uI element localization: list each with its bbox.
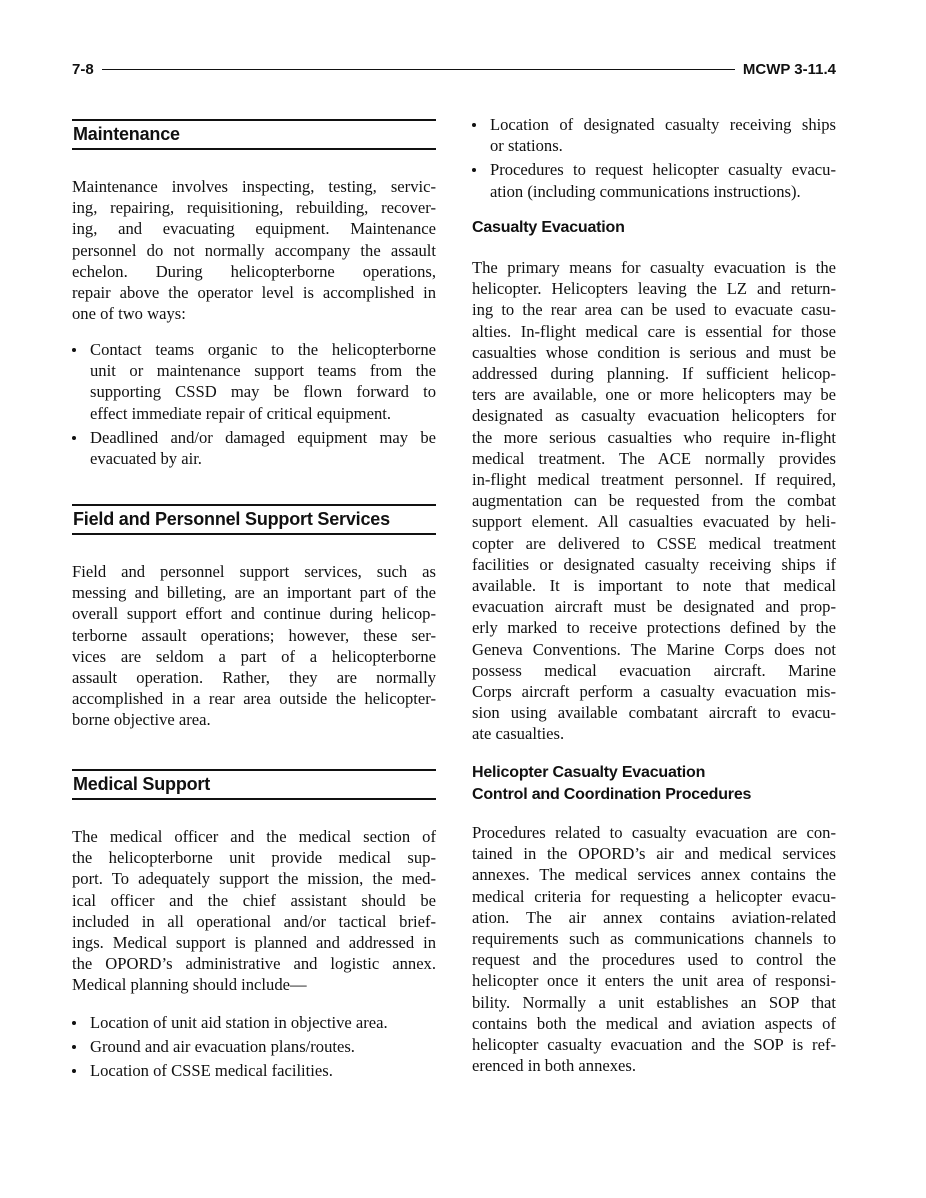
text-line: possess medical evacuation aircraft. Marine (472, 660, 836, 680)
text-line: tained in the OPORD’s air and medical services (472, 844, 836, 864)
text-line: copter are delivered to CSSE medical treatment (472, 533, 836, 553)
text-line: helicopter casualty evacuation and the SOP is ref- (472, 1035, 836, 1055)
text-line: ation (including communications instructions). (490, 181, 801, 201)
list-item (72, 427, 436, 469)
text-line: helicopter once it enters the unit area of responsi- (472, 971, 836, 991)
text-line: messing and billeting, are an important part of the (72, 583, 436, 603)
text-line: Procedures related to casualty evacuation are con- (472, 823, 836, 842)
text-line: port. To adequately support the mission, the med- (72, 869, 436, 889)
text-line: repair above the operator level is accomplished in (72, 283, 436, 303)
section-heading-medical-support: Medical Support (72, 769, 436, 800)
text-line: Maintenance involves inspecting, testing, servic- (72, 177, 436, 196)
text-line: available. It is important to note that medical (472, 576, 836, 596)
text-line: ate casualties. (472, 724, 565, 744)
text-line: bility. Normally a unit establishes an SOP that (472, 992, 836, 1012)
bullet-icon (72, 436, 76, 440)
text-line: medical treatment. The ACE normally provides (472, 448, 836, 468)
text-line: ings. Medical support is planned and addressed in (72, 933, 436, 953)
text-line: accomplished in a rear area outside the helicopter- (72, 689, 436, 709)
page-number: 7-8 (72, 60, 94, 78)
text-line: facilities or designated casualty receiving ships if (472, 554, 836, 574)
text-line: The primary means for casualty evacuation is the (472, 258, 836, 277)
field-services-paragraph (72, 561, 436, 731)
text-line: request and the procedures used to control the (472, 950, 836, 970)
text-line: medical criteria for requesting a helicopter evacu- (472, 886, 836, 906)
casualty-evacuation-paragraph (472, 257, 836, 745)
text-line: overall support effort and continue during helicop- (72, 604, 436, 624)
text-line: sion using available combatant aircraft to evacu- (472, 703, 836, 723)
text-line: unit or maintenance support teams from the (90, 361, 436, 381)
medical-support-paragraph (72, 826, 436, 996)
text-line: the helicopterborne unit provide medical sup- (72, 848, 436, 868)
text-line: augmentation can be requested from the combat (472, 491, 836, 511)
subheading-casualty-evacuation: Casualty Evacuation (472, 219, 625, 236)
text-line: in-flight medical treatment personnel. If required, (472, 470, 836, 490)
text-line: casualties whose condition is serious and must be (472, 342, 836, 362)
text-line: ical officer and the chief assistant should be (72, 890, 436, 910)
text-line: supporting CSSD may be flown forward to (90, 382, 436, 402)
text-line: evacuation aircraft must be designated and prop- (472, 597, 836, 617)
text-line: Corps aircraft perform a casualty evacuation mis- (472, 682, 836, 702)
text-line: helicopter. Helicopters leaving the LZ and return- (472, 279, 836, 299)
bullet-icon (72, 1045, 76, 1049)
list-item (472, 159, 836, 201)
text-line: erly marked to receive protections defined by the (472, 618, 836, 638)
text-line: evacuated by air. (90, 449, 202, 469)
text-line: Geneva Conventions. The Marine Corps does not (472, 639, 836, 659)
bullet-icon (72, 1021, 76, 1025)
list-item (72, 1060, 436, 1081)
section-heading-maintenance: Maintenance (72, 119, 436, 150)
section-heading-field-services: Field and Personnel Support Services (72, 504, 436, 535)
list-item (72, 1012, 436, 1033)
bullet-icon (72, 348, 76, 352)
page-header (72, 58, 836, 80)
text-line: vices are seldom a part of a helicopterborne (72, 646, 436, 666)
medical-bullet-list-continued (472, 114, 836, 205)
text-line: support element. All casualties evacuated by heli- (472, 512, 836, 532)
text-line: contains both the medical and aviation aspects of (472, 1013, 836, 1033)
text-line: Procedures to request helicopter casualty evacu- (490, 160, 836, 180)
text-line: ation. The air annex contains aviation-related (472, 907, 836, 927)
text-line: the more serious casualties who require in-flight (472, 427, 836, 447)
text-line: alties. In-flight medical care is essential for those (472, 321, 836, 341)
maintenance-paragraph (72, 176, 436, 324)
header-rule (102, 69, 735, 70)
text-line: effect immediate repair of critical equipment. (90, 403, 392, 423)
text-line: the OPORD’s administrative and logistic annex. (72, 954, 436, 974)
subheading-line: Control and Coordination Procedures (472, 786, 752, 803)
text-line: Ground and air evacuation plans/routes. (90, 1037, 355, 1057)
text-line: The medical officer and the medical section of (72, 827, 436, 846)
subheading-control-procedures (472, 762, 836, 806)
bullet-icon (72, 1069, 76, 1073)
text-line: Location of designated casualty receiving ships (490, 115, 836, 134)
text-line: ing to the rear area can be used to evacuate casu- (472, 300, 836, 320)
text-line: ters are available, one or more helicopters may be (472, 385, 836, 405)
list-item (72, 339, 436, 424)
text-line: ing, and evacuating equipment. Maintenance (72, 219, 436, 239)
list-item (72, 1036, 436, 1057)
text-line: borne objective area. (72, 710, 211, 730)
list-item (472, 114, 836, 156)
bullet-icon (472, 168, 476, 172)
text-line: one of two ways: (72, 304, 186, 324)
text-line: Location of unit aid station in objective area. (90, 1013, 388, 1032)
control-procedures-paragraph (472, 822, 836, 1076)
text-line: addressed during planning. If sufficient helicop- (472, 364, 836, 384)
text-line: Field and personnel support services, such as (72, 562, 436, 581)
maintenance-bullet-list (72, 339, 436, 472)
bullet-icon (472, 123, 476, 127)
text-line: echelon. During helicopterborne operations, (72, 261, 436, 281)
text-line: terborne assault operations; however, these ser- (72, 625, 436, 645)
text-line: ing, repairing, requisitioning, rebuilding, recover- (72, 198, 436, 218)
text-line: annexes. The medical services annex contains the (472, 865, 836, 885)
text-line: Contact teams organic to the helicopterborne (90, 340, 436, 359)
text-line: designated as casualty evacuation helicopters for (472, 406, 836, 426)
text-line: assault operation. Rather, they are normally (72, 668, 436, 688)
text-line: included in all operational and/or tactical brief- (72, 911, 436, 931)
text-line: Location of CSSE medical facilities. (90, 1061, 333, 1081)
text-line: or stations. (490, 136, 563, 156)
subheading-line: Helicopter Casualty Evacuation (472, 764, 706, 781)
text-line: requirements such as communications channels to (472, 929, 836, 949)
medical-bullet-list (72, 1012, 436, 1085)
text-line: erenced in both annexes. (472, 1056, 637, 1076)
publication-id: MCWP 3-11.4 (742, 60, 836, 78)
text-line: Deadlined and/or damaged equipment may be (90, 427, 436, 447)
text-line: personnel do not normally accompany the assault (72, 240, 436, 260)
text-line: Medical planning should include— (72, 975, 307, 995)
